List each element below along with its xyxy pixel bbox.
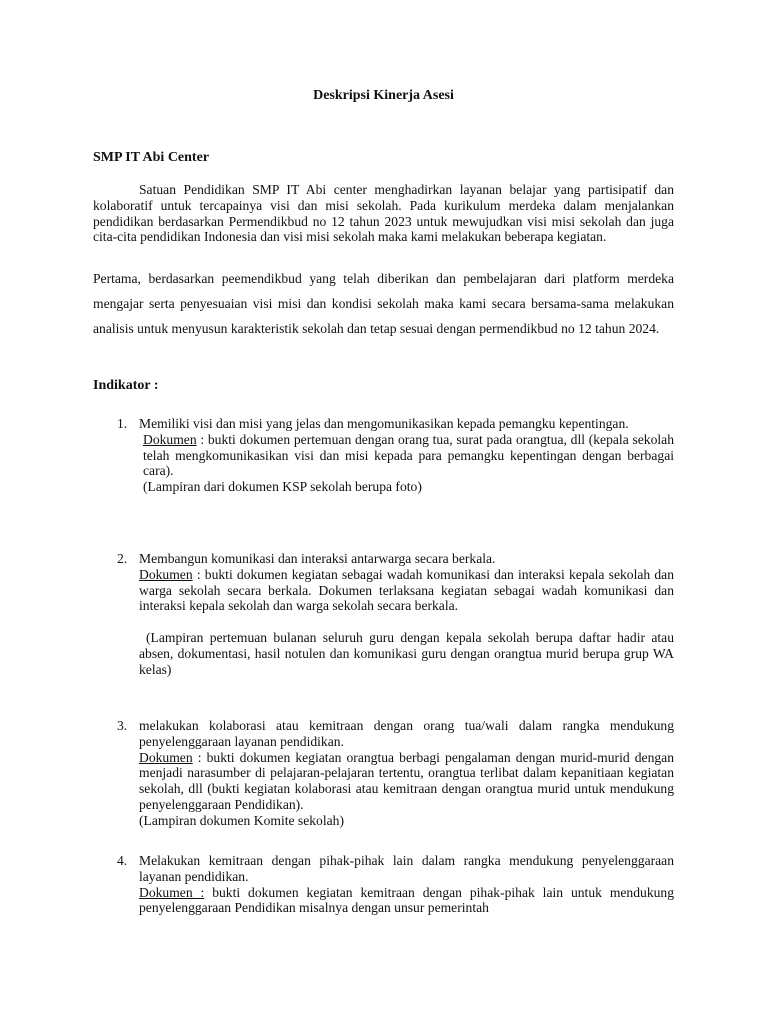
item-text: Melakukan kemitraan dengan pihak-pihak lain dalam rangka mendukung penyelenggaraan layanan pendidikan. [139,853,674,884]
school-name: SMP IT Abi Center [93,150,210,165]
document-label: Dokumen : [139,884,205,900]
document-text: bukti dokumen kegiatan kemitraan dengan pihak-pihak lain untuk mendukung penyelenggaraan Pendidikan misalnya dengan unsur pemerintah [139,884,675,916]
item-document [139,432,674,479]
document-label: Dokumen [143,431,197,447]
indicator-item-3 [117,718,674,829]
item-number: 4. [117,853,128,868]
item-document [139,567,674,614]
document-label: Dokumen [139,566,193,582]
item-text: melakukan kolaborasi atau kemitraan dengan orang tua/wali dalam rangka mendukung penyelenggaraan layanan pendidikan. [139,718,674,749]
item-number: 3. [117,718,128,733]
item-attachment: (Lampiran dari dokumen KSP sekolah berupa foto) [143,479,422,495]
item-text: Membangun komunikasi dan interaksi antarwarga secara berkala. [139,551,496,566]
intro-paragraph [93,182,674,245]
item-document [139,885,674,917]
document-text: : bukti dokumen pertemuan dengan orang tua, surat pada orangtua, dll (kepala sekolah telah mengkomunikasikan visi dan misi kepada para pemangku kepentingan dengan berbagai cara). [143,431,674,479]
indicator-item-1 [117,416,674,495]
item-text: Memiliki visi dan misi yang jelas dan mengomunikasikan kepada pemangku kepentingan. [139,416,629,431]
document-title: Deskripsi Kinerja Asesi [313,88,454,103]
item-document [139,750,674,813]
document-text: : bukti dokumen kegiatan sebagai wadah komunikasi dan interaksi kepala sekolah dan warga sekolah secara berkala. Dokumen terlaksana kegiatan sebagai wadah komunikasi dan interaksi kepala sekolah dan warga sekolah secara berkala. [139,566,674,614]
second-paragraph: Pertama, berdasarkan peemendikbud yang telah diberikan dan pembelajaran dari platform merdeka mengajar serta penyesuaian visi misi dan kondisi sekolah maka kami secara bersama-sama melakukan analisis untuk menyusun karakteristik sekolah dan tetap sesuai dengan permendikbud no 12 tahun 2024. [93,271,674,336]
document-text: : bukti dokumen kegiatan orangtua berbagi pengalaman dengan murid-murid dengan menjadi narasumber di pelajaran-pelajaran tertentu, orangtua terlibat dalam kepanitiaan kegiatan sekolah, dll (bukti kegiatan kolaborasi atau kemitraan dengan orangtua murid untuk mendukung penyelenggaraan Pendidikan). [139,749,674,812]
indicator-item-4 [117,853,675,916]
item-attachment: (Lampiran dokumen Komite sekolah) [139,812,344,828]
intro-paragraph-text: Satuan Pendidikan SMP IT Abi center menghadirkan layanan belajar yang partisipatif dan kolaboratif untuk tercapainya visi dan misi sekolah. Pada kurikulum merdeka dalam menjalankan pendidikan berdasarkan Permendikbud no 12 tahun 2023 untuk mewujudkan visi misi sekolah dan juga cita-cita pendidikan Indonesia dan visi misi sekolah maka kami melakukan beberapa kegiatan. [93,182,674,245]
document-label: Dokumen [139,749,193,765]
indicator-item-2 [117,551,674,678]
item-attachment: (Lampiran pertemuan bulanan seluruh guru dengan kepala sekolah berupa daftar hadir atau absen, dokumentasi, hasil notulen dan komunikasi guru dengan orangtua murid berupa grup WA kelas) [139,630,674,677]
item-number: 1. [117,416,128,431]
indikator-heading: Indikator : [93,378,159,393]
item-number: 2. [117,551,128,566]
